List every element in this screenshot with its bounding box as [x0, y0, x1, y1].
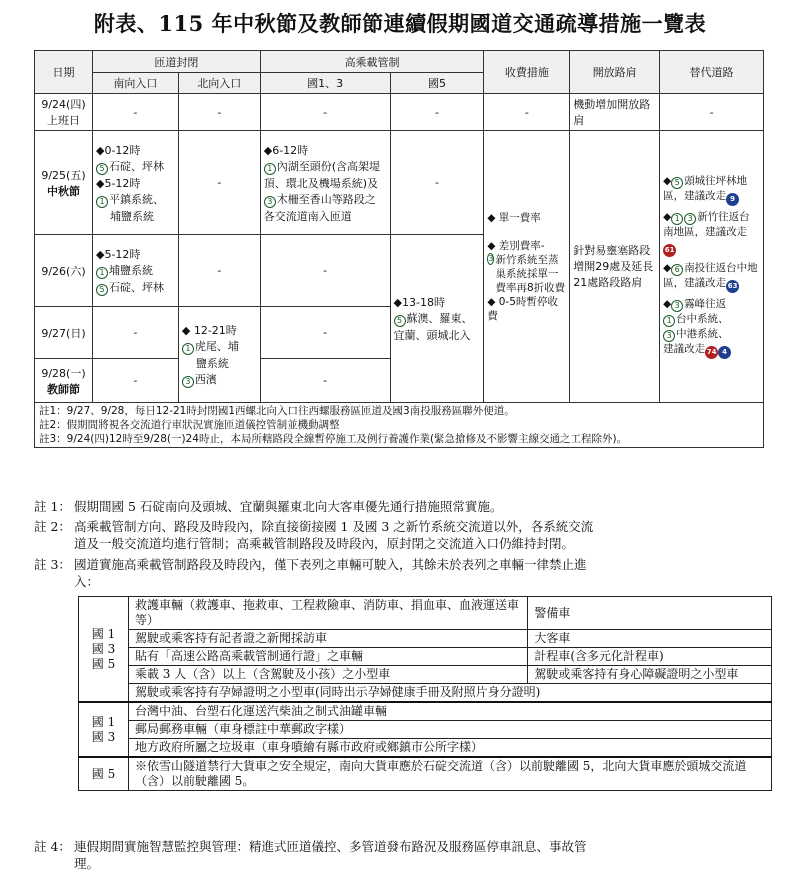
note-1: 註 1： 假期間國 5 石碇南向及頭城、宜蘭與羅東北向大客車優先通行措施照常實施。: [34, 499, 503, 514]
shoulder-cell: 機動增加開放路肩: [570, 94, 660, 131]
freeway-3-icon: 3: [488, 253, 494, 263]
north-closure-cell: ◆ 12-21時 1 虎尾、埔 鹽系統 3 西濱: [178, 307, 260, 403]
vehicle-table: 國 1 國 3 國 5 救護車輛（救護車、拖救車、工程救險車、消防車、捐血車、血液運送車等） 警備車 駕駛或乘客持有記者證之新聞採訪車 大客車 貼有「高速公路高乘載管制通行證」之車輛 計程車(含多元化計程車) 乘載 3 人（含）以上（含駕駛及小孩）之小型車 駕駛或乘客持有身心障礙證明之小型車 駕駛或乘客持有孕婦證明之小型車(同時出示孕婦健康手冊及附照片身分證明) 國 1 國 3 台灣中油、台塑石化運送汽柴油之制式油罐車輛 郵局郵務車輛（車身標註中華郵政字樣） 地方政府所屬之垃圾車（車身噴繪有縣市政府或鄉鎮市公所字樣） 國 5 ※依雪山隧道禁行大貨車之安全規定，南向大貨車應於石碇交流道（含）以前駛離國 5，北向大貨車應於頭城交流道（含）以前駛離國 5。: [78, 596, 772, 791]
header-north-entrance: 北向入口: [178, 73, 260, 94]
note-2: 註 2： 高乘載管制方向、路段及時段內，除直接銜接國 1 及國 3 之新竹系統交流道以外，各系統交流 道及一般交流道均進行管制；高乘載管制路段及時段內，原封閉之交流道入口仍維持封閉。: [34, 519, 594, 551]
hov-n5-cell: ◆13-18時 5 蘇澳、羅東、 宜蘭、頭城北入: [390, 235, 484, 403]
freeway-1-icon: 1: [663, 315, 675, 327]
header-n5: 國5: [390, 73, 484, 94]
alt-route-cell: ◆ 5 頭城往坪林地區，建議改走 9 ◆ 1 3 新竹往返台南地區，建議改走61 ◆ 6 南投往返台中地區，建議改走 63 ◆ 3 霧峰往返 1 台中系統、 3 中港系統、 建議改走 74 4: [660, 131, 764, 403]
header-alt-route: 替代道路: [660, 51, 764, 94]
expressway-63-icon: 63: [726, 280, 739, 293]
header-hov: 高乘載管制: [260, 51, 484, 73]
freeway-1-icon: 1: [96, 196, 108, 208]
freeway-5-icon: 5: [671, 177, 683, 189]
hov-n1n3-cell: ◆6-12時 1 內湖至頭份(含高架堤頂、環北及機場系統)及3 木柵至香山等路段之各交流道南入匝道: [260, 131, 390, 235]
header-ramp-closure: 匝道封閉: [92, 51, 260, 73]
freeway-5-icon: 5: [394, 315, 406, 327]
header-n1n3: 國1、3: [260, 73, 390, 94]
header-date: 日期: [35, 51, 93, 94]
header-shoulder: 開放路肩: [570, 51, 660, 94]
note-4: 註 4： 連假期間實施智慧監控與管理：精進式匝道儀控、多管道發布路況及服務區停車訊息、事故管 理。: [34, 839, 587, 871]
freeway-5-icon: 5: [96, 163, 108, 175]
expressway-61-icon: 61: [663, 244, 676, 257]
date-cell: 9/24(四) 上班日: [35, 94, 93, 131]
freeway-1-icon: 1: [182, 343, 194, 355]
freeway-1-icon: 1: [264, 163, 276, 175]
group-label: 國 1 國 3: [79, 702, 129, 757]
note-3: 註 3： 國道實施高乘載管制路段及時段內，僅下表列之車輛可駛入，其餘未於表列之車輛一律禁止進 入：: [34, 557, 587, 589]
south-closure-cell: ◆0-12時 5 石碇、坪林 ◆5-12時 1 平鎮系統、 埔鹽系統: [92, 131, 178, 235]
date-cell: 9/27(日): [35, 307, 93, 359]
table-notes: 註1：9/27、9/28，每日12-21時封閉國1西螺北向入口往西螺服務區匝道及國3南投服務區聯外便道。 註2：假期間將視各交流道行車狀況實施匝道儀控管制並機動調整 註3：9/24(四)12時至9/28(一)24時止，本局所轄路段全線暫停施工及例行養護作業(緊急搶修及不影響主線交通之工程除外)。: [35, 403, 764, 448]
freeway-3-icon: 3: [182, 376, 194, 388]
provincial-9-icon: 9: [726, 193, 739, 206]
freeway-3-icon: 3: [663, 330, 675, 342]
shoulder-cell: 針對易壅塞路段增開29處及延長21處路段路肩: [570, 131, 660, 403]
freeway-5-icon: 5: [96, 284, 108, 296]
header-toll: 收費措施: [484, 51, 570, 94]
expressway-74-icon: 74: [705, 346, 718, 359]
freeway-1-icon: 1: [96, 267, 108, 279]
measures-table: 日期 匝道封閉 高乘載管制 收費措施 開放路肩 替代道路 南向入口 北向入口 國1、3 國5 9/24(四) 上班日 - - - - - 機動增加開放路肩 - 9/25(五) 中秋節 ◆0-12時 5 石碇、坪林 ◆5-12時 1 平鎮系統、 埔鹽系統 - ◆6-12時 1 內湖至頭份(含高架堤頂、環北及機場系統)及3 木柵至香山等路段之各交流道南入匝道 - ◆ 單一費率 ◆ 差別費率- 3 新竹系統至蒸巢系統採單一費率再8折收費 ◆ 0-5時暫停收費 針對易壅塞路段增開29處及延長21處路段路肩 ◆ 5 頭城往坪林地區，建議改走 9 ◆ 1 3 新竹往返台南地區，建議改走61 ◆ 6 南投往返台中地區，建議改走 63 ◆ 3 霧峰往返 1 台中系統、 3 中港系統、 建議改走 74 4 9/26(六) ◆5-12時 1 埔鹽系統 5 石碇、坪林 - - ◆13-18時 5 蘇澳、羅東、 宜蘭、頭城北入 9/27(日) - ◆ 12-21時 1 虎尾、埔 鹽系統 3 西濱 - 9/28(一) 教師節 - - 註1：9/27、9/28，每日12-21時封閉國1西螺北向入口往西螺服務區匝道及國3南投服務區聯外便道。 註2：假期間將視各交流道行車狀況實施匝道儀控管制並機動調整 註3：9/24(四)12時至9/28(一)24時止，本局所轄路段全線暫停施工及例行養護作業(緊急搶修及不影響主線交通之工程除外)。: [34, 50, 764, 448]
freeway-3-icon: 3: [671, 300, 683, 312]
group-label: 國 1 國 3 國 5: [79, 597, 129, 703]
page-title: 附表、115 年中秋節及教師節連續假期國道交通疏導措施一覽表: [93, 11, 707, 36]
freeway-1-icon: 1: [671, 213, 683, 225]
header-south-entrance: 南向入口: [92, 73, 178, 94]
freeway-3-icon: 3: [684, 213, 696, 225]
freeway-6-icon: 6: [671, 264, 683, 276]
group-label: 國 5: [79, 757, 129, 791]
freeway-3-icon: 3: [264, 196, 276, 208]
date-cell: 9/25(五) 中秋節: [35, 131, 93, 235]
south-closure-cell: ◆5-12時 1 埔鹽系統 5 石碇、坪林: [92, 235, 178, 307]
date-cell: 9/26(六): [35, 235, 93, 307]
toll-cell: ◆ 單一費率 ◆ 差別費率- 3 新竹系統至蒸巢系統採單一費率再8折收費 ◆ 0-5時暫停收費: [484, 131, 570, 403]
date-cell: 9/28(一) 教師節: [35, 359, 93, 403]
expressway-4-icon: 4: [718, 346, 731, 359]
